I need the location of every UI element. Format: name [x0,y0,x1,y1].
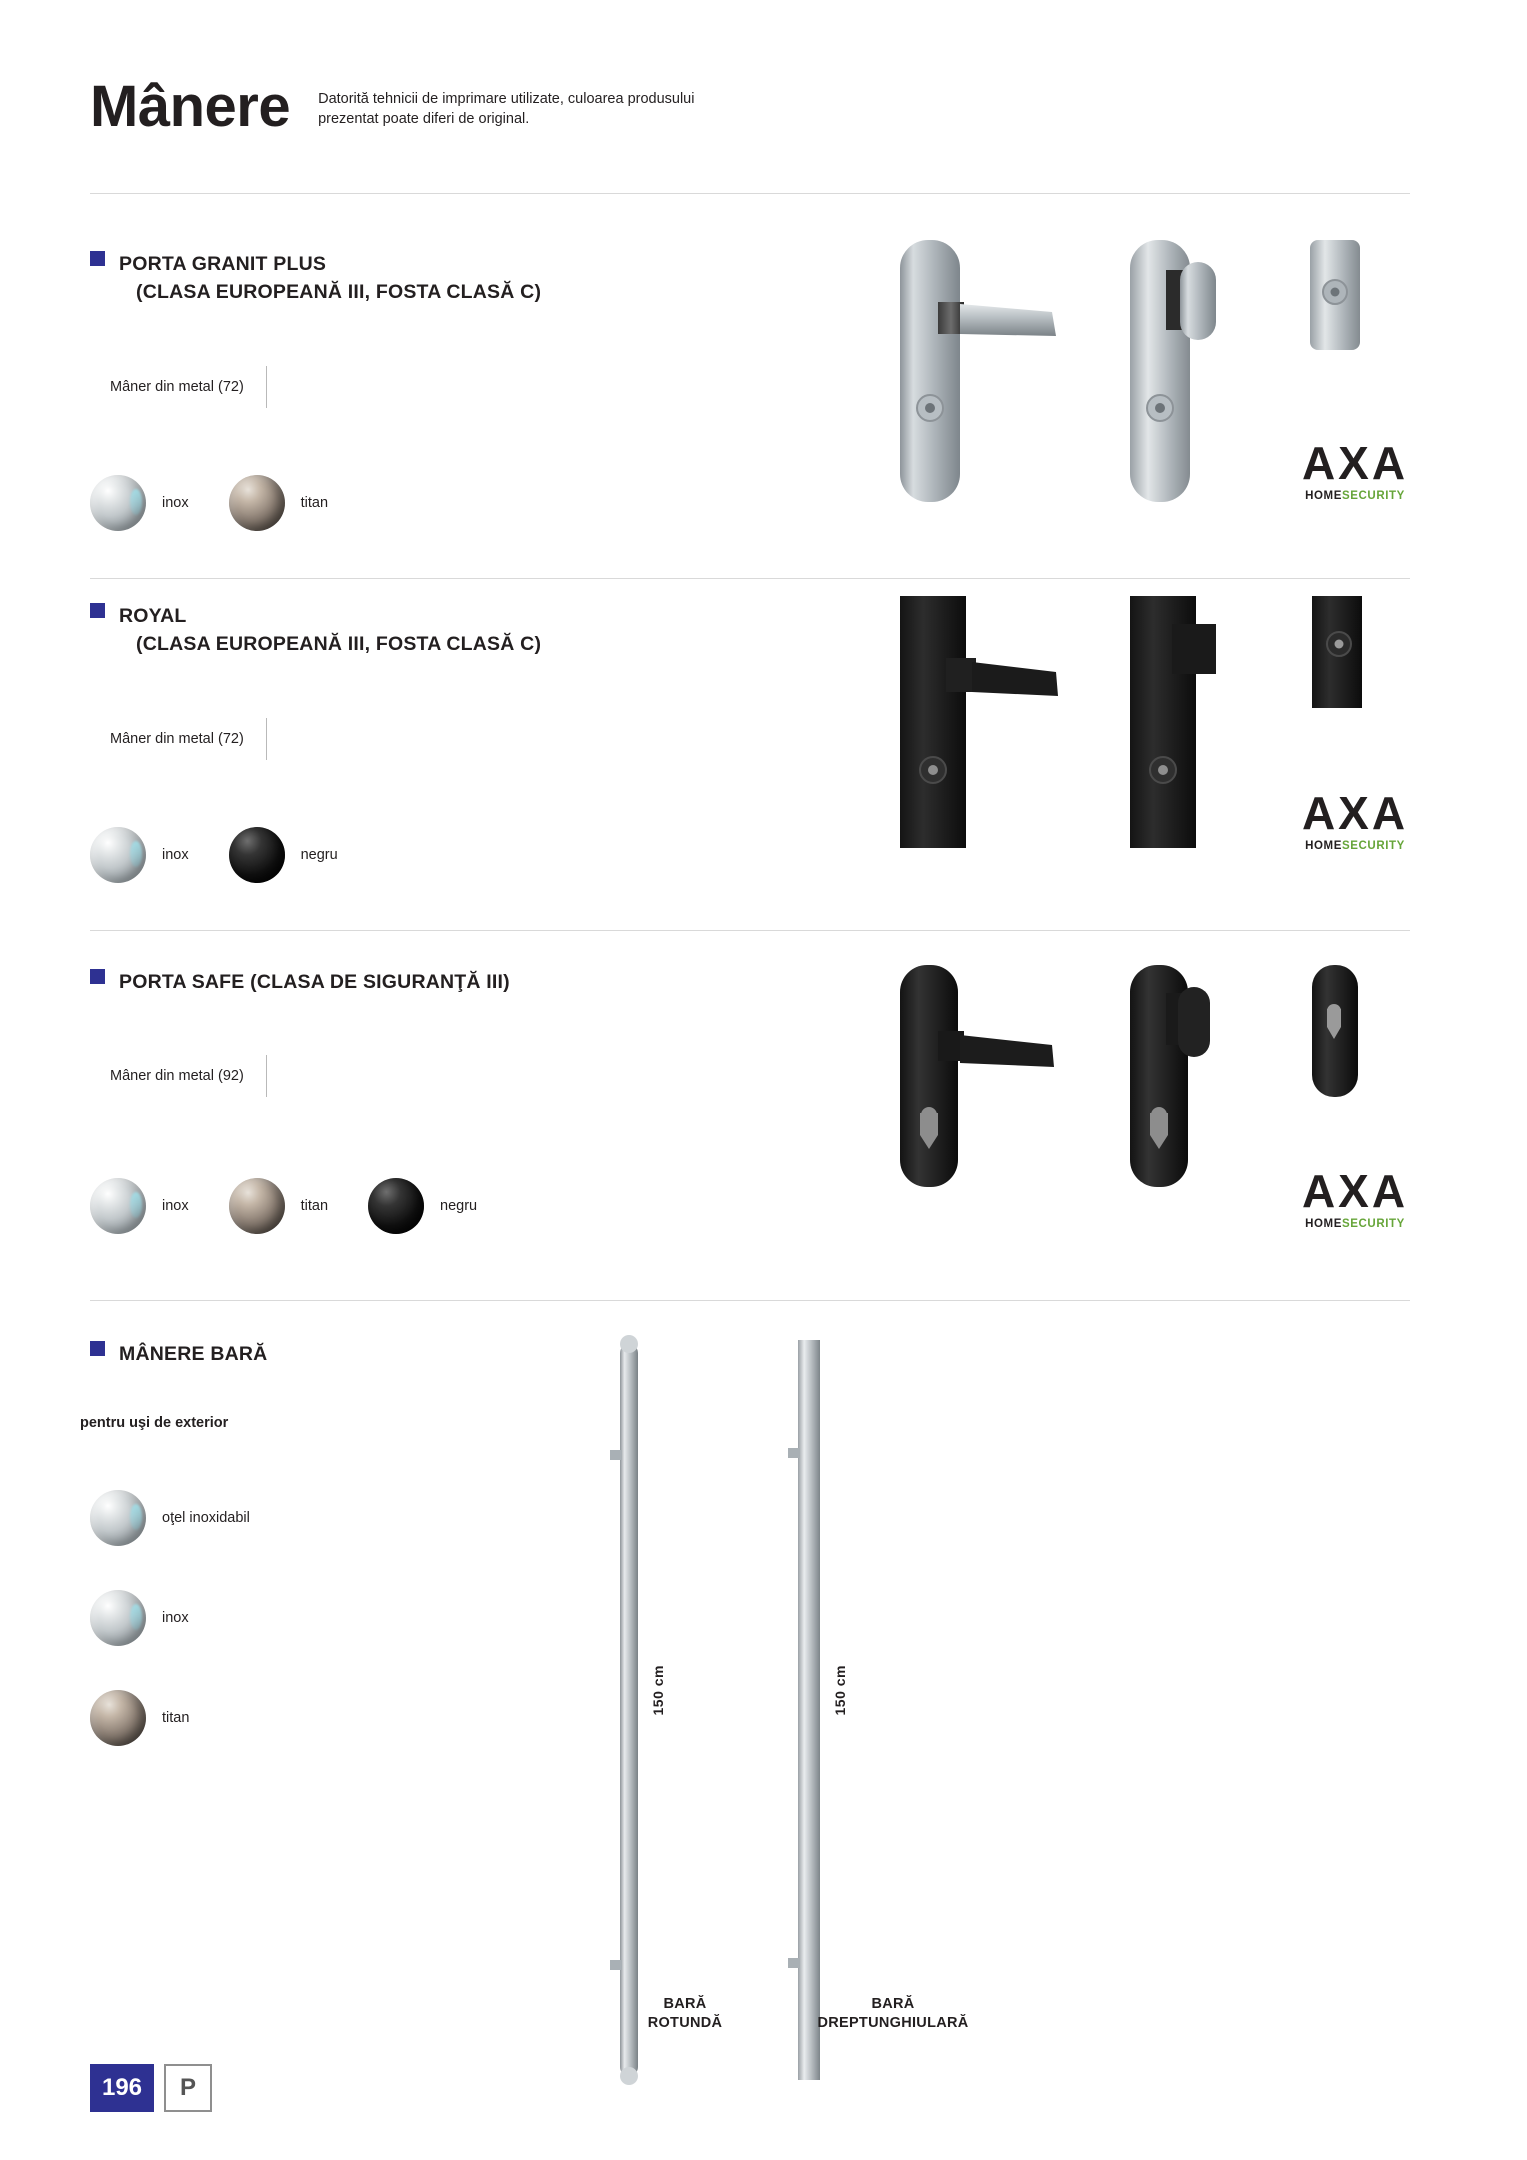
section-heading-porta-safe [90,968,510,996]
section-title-line1: PORTA SAFE (CLASA DE SIGURANŢĂ III) [119,971,510,993]
finish-label: inox [162,1198,189,1214]
page-title: Mânere [90,74,291,139]
print-color-disclaimer: Datorită tehnicii de imprimare utilizate, culoarea produsului prezentat poate diferi de original. [318,91,695,127]
finish-swatches-porta-safe [90,1178,517,1234]
square-bullet-icon [90,251,105,266]
section-title-text [119,1340,267,1368]
finish-option-titan[interactable] [229,475,328,531]
section-subnote-manere-bara: pentru uşi de exterior [80,1415,229,1431]
finish-option-inox[interactable] [90,1590,189,1646]
finish-swatch-titan-icon [90,1690,146,1746]
finish-swatch-titan-icon [229,475,285,531]
finish-label: titan [300,1198,329,1214]
bar-caption-line2: DREPTUNGHIULARĂ [817,2014,969,2031]
bar-caption-line2: ROTUNDĂ [647,2014,723,2031]
axa-logo-3 [1280,1165,1430,1230]
axa-tagline-home: HOME [1305,1218,1342,1230]
axa-logo-2 [1280,787,1430,852]
section-title-text [119,602,541,659]
axa-tagline [1280,490,1430,502]
finish-swatch-inox-icon [90,827,146,883]
bar-caption-dreptunghiulara [768,1995,1018,2033]
bar-caption-line1: BARĂ [663,1996,707,2012]
axa-tagline-security: SECURITY [1341,840,1405,852]
finish-swatches-manere-bara [90,1490,290,1746]
finish-swatch-otel-inoxidabil-icon [90,1490,146,1546]
finish-label: titan [300,495,329,511]
section-heading-manere-bara [90,1340,267,1368]
axa-wordmark: AXA [1301,787,1409,839]
finish-swatch-negru-icon [368,1178,424,1234]
axa-tagline-home: HOME [1305,490,1342,502]
axa-tagline [1280,840,1430,852]
bar-caption-line1: BARĂ [871,1996,915,2012]
finish-option-otel-inoxidabil[interactable] [90,1490,250,1546]
finish-label: inox [162,847,189,863]
spec-divider [266,366,267,408]
finish-label: inox [162,495,189,511]
finish-swatches-royal [90,827,378,883]
finish-swatch-titan-icon [229,1178,285,1234]
finish-option-negru[interactable] [229,827,338,883]
bar-dimension-rotunda: 150 cm [650,1665,666,1716]
finish-option-inox[interactable] [90,475,189,531]
finish-swatch-inox-icon [90,1178,146,1234]
axa-tagline [1280,1218,1430,1230]
page-footer [90,2064,212,2112]
finish-option-titan[interactable] [229,1178,328,1234]
section-title-text [119,968,510,996]
divider-3 [90,1300,1410,1301]
finish-option-titan[interactable] [90,1690,189,1746]
spec-divider [266,718,267,760]
spec-line-royal [110,718,267,760]
page-number-badge: 196 [90,2064,154,2112]
section-title-line1: PORTA GRANIT PLUS [119,253,327,275]
spec-divider [266,1055,267,1097]
spec-text: Mâner din metal (72) [110,379,244,395]
square-bullet-icon [90,603,105,618]
spec-text: Mâner din metal (72) [110,731,244,747]
finish-label: titan [162,1710,190,1726]
axa-tagline-home: HOME [1305,840,1342,852]
section-title-line2: (CLASA EUROPEANĂ III, FOSTA CLASĂ C) [136,633,542,656]
finish-label: inox [162,1610,189,1626]
bar-caption-rotunda [600,1995,770,2033]
axa-logo-1 [1280,437,1430,502]
finish-option-negru[interactable] [368,1178,477,1234]
square-bullet-icon [90,969,105,984]
finish-swatches-porta-granit-plus [90,475,368,531]
finish-swatch-negru-icon [229,827,285,883]
page-header [90,74,1440,139]
spec-line-porta-granit-plus [110,366,267,408]
finish-option-inox[interactable] [90,827,189,883]
divider-2 [90,930,1410,931]
finish-swatch-inox-icon [90,475,146,531]
axa-wordmark: AXA [1301,1165,1409,1217]
axa-wordmark: AXA [1301,437,1409,489]
section-title-line1: ROYAL [119,605,187,627]
divider-header [90,193,1410,194]
finish-label: negru [440,1198,478,1214]
spec-text: Mâner din metal (92) [110,1068,244,1084]
axa-tagline-security: SECURITY [1341,1218,1405,1230]
square-bullet-icon [90,1341,105,1356]
section-title-line2: (CLASA EUROPEANĂ III, FOSTA CLASĂ C) [136,281,542,304]
section-title-line1: MÂNERE BARĂ [119,1343,268,1365]
section-title-text [119,250,541,307]
finish-label: negru [300,847,338,863]
finish-option-inox[interactable] [90,1178,189,1234]
divider-1 [90,578,1410,579]
finish-label: oţel inoxidabil [162,1510,250,1526]
porta-logo-icon: P [164,2064,212,2112]
section-heading-royal [90,602,541,659]
axa-tagline-security: SECURITY [1341,490,1405,502]
bar-dimension-dreptunghiulara: 150 cm [832,1665,848,1716]
spec-line-porta-safe [110,1055,267,1097]
finish-swatch-inox-icon [90,1590,146,1646]
section-heading-porta-granit-plus [90,250,541,307]
